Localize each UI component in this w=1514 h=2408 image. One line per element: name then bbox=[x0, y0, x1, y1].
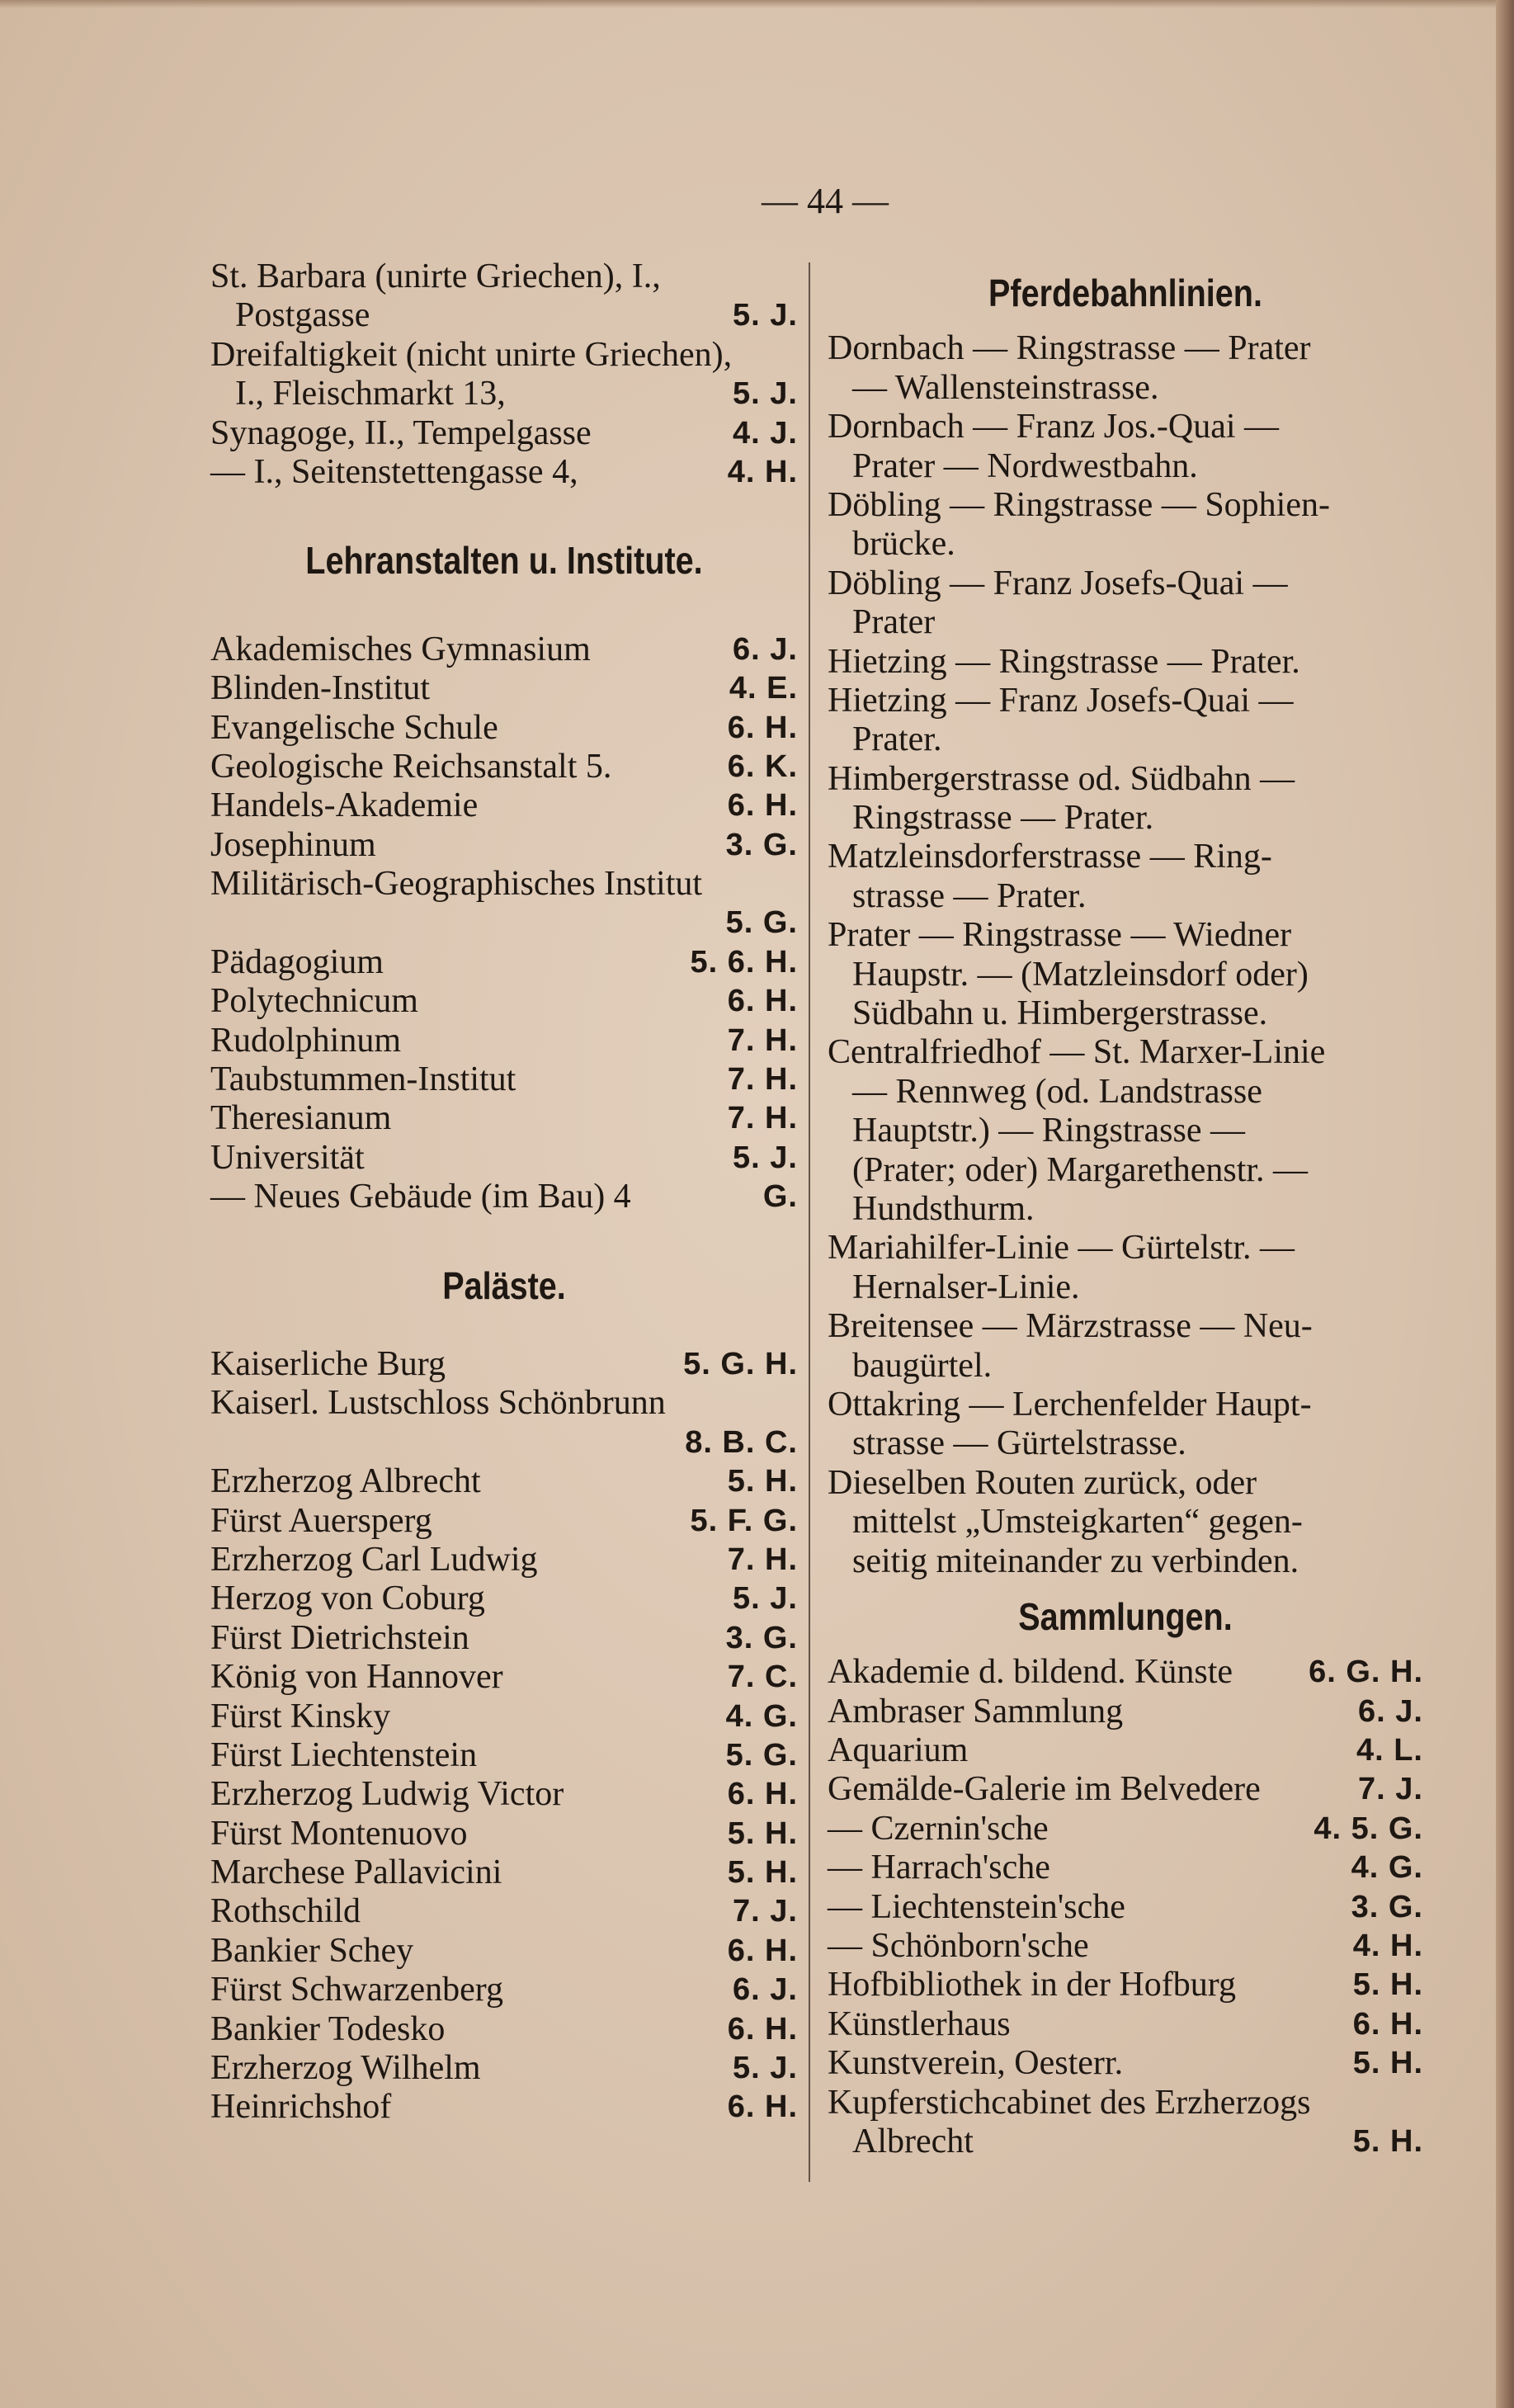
text-line: Mariahilfer-Linie — Gürtelstr. — bbox=[828, 1229, 1295, 1268]
list-item: Fürst Kinsky 4. G. bbox=[210, 1697, 798, 1735]
text-line: Prater. bbox=[852, 720, 942, 759]
text-line: Prater bbox=[852, 603, 936, 642]
text-line: Döbling — Franz Josefs-Quai — bbox=[828, 564, 1288, 602]
list-item: Rudolphinum 7. H. bbox=[210, 1021, 798, 1060]
list-item: Marchese Pallavicini 5. H. bbox=[210, 1853, 798, 1892]
list-item: — Harrach'sche 4. G. bbox=[828, 1848, 1423, 1887]
list-item: Albrecht 5. H. bbox=[852, 2122, 1423, 2160]
list-item: Fürst Schwarzenberg 6. J. bbox=[210, 1971, 798, 2009]
text-line: Haupstr. — (Matzleinsdorf oder) bbox=[852, 955, 1309, 994]
section-heading-pferdebahnlinien: Pferdebahnlinien. bbox=[988, 271, 1262, 314]
text-line: (Prater; oder) Margarethenstr. — bbox=[852, 1150, 1309, 1189]
text-line: I., Fleischmarkt 13, 5. J. bbox=[235, 375, 798, 413]
list-item: Fürst Liechtenstein 5. G. bbox=[210, 1735, 798, 1774]
list-item: Erzherzog Ludwig Victor 6. H. bbox=[210, 1775, 798, 1814]
right-column bbox=[828, 257, 1423, 2161]
text-line: seitig miteinander zu verbinden. bbox=[852, 1542, 1299, 1580]
left-column bbox=[210, 257, 798, 2166]
text-line: Dreifaltigkeit (nicht unirte Griechen), bbox=[210, 335, 733, 374]
text-line: baugürtel. bbox=[852, 1346, 993, 1385]
text-line: brücke. bbox=[852, 525, 955, 564]
text-line: Postgasse 5. J. bbox=[235, 296, 798, 335]
list-item: Erzherzog Wilhelm 5. J. bbox=[210, 2049, 798, 2088]
list-item: Akademie d. bildend. Künste 6. G. H. bbox=[828, 1653, 1423, 1692]
page-edge-top bbox=[0, 0, 1514, 8]
list-item: Kaiserliche Burg 5. G. H. bbox=[210, 1345, 798, 1384]
section-heading-palaeste: Paläste. bbox=[442, 1263, 566, 1307]
text-line: Ottakring — Lerchenfelder Haupt- bbox=[828, 1385, 1312, 1424]
list-item: — Neues Gebäude (im Bau) 4 G. bbox=[210, 1178, 798, 1216]
text-line: Hauptstr.) — Ringstrasse — bbox=[852, 1112, 1245, 1150]
palaces-list bbox=[210, 1345, 798, 2166]
text-line: Himbergerstrasse od. Südbahn — bbox=[828, 759, 1295, 798]
text-line: strasse — Gürtelstrasse. bbox=[852, 1424, 1186, 1463]
list-item: Polytechnicum 6. H. bbox=[210, 982, 798, 1021]
list-item: König von Hannover 7. C. bbox=[210, 1658, 798, 1697]
list-item: Akademisches Gymnasium 6. J. bbox=[210, 630, 798, 668]
page-edge-right bbox=[1496, 0, 1514, 2408]
text-line: mittelst „Umsteigkarten“ gegen- bbox=[852, 1503, 1303, 1542]
tram-routes bbox=[828, 329, 1423, 1581]
list-item: Josephinum 3. G. bbox=[210, 825, 798, 864]
institutes-list bbox=[210, 630, 798, 1217]
text-line: Hundsthurm. bbox=[852, 1190, 1035, 1228]
list-item: Erzherzog Carl Ludwig 7. H. bbox=[210, 1540, 798, 1579]
list-item: Fürst Auersperg 5. F. G. bbox=[210, 1501, 798, 1540]
list-item: Ambraser Sammlung 6. J. bbox=[828, 1692, 1423, 1730]
text-line: Dornbach — Franz Jos.-Quai — bbox=[828, 408, 1280, 446]
text-line: Hernalser-Linie. bbox=[852, 1268, 1080, 1306]
text-line: Döbling — Ringstrasse — Sophien- bbox=[828, 485, 1330, 524]
list-item: Kaiserl. Lustschloss Schönbrunn bbox=[210, 1384, 666, 1423]
text-line: Südbahn u. Himbergerstrasse. bbox=[852, 994, 1268, 1033]
list-item: — Schönborn'sche 4. H. bbox=[828, 1927, 1423, 1966]
list-item: Theresianum 7. H. bbox=[210, 1099, 798, 1138]
text-line: Centralfriedhof — St. Marxer-Linie bbox=[828, 1033, 1326, 1072]
page-number: — 44 — bbox=[762, 181, 889, 221]
text-line: Ringstrasse — Prater. bbox=[852, 799, 1154, 838]
text-line: Prater — Ringstrasse — Wiedner bbox=[828, 916, 1292, 955]
text-line: Breitensee — Märzstrasse — Neu- bbox=[828, 1307, 1313, 1346]
text-line: Synagoge, II., Tempelgasse 4. J. bbox=[210, 413, 798, 452]
list-item: Geologische Reichsanstalt 5. 6. K. bbox=[210, 747, 798, 786]
list-item: Heinrichshof 6. H. bbox=[210, 2088, 798, 2127]
collections-list bbox=[828, 1653, 1423, 2161]
text-line: St. Barbara (unirte Griechen), I., bbox=[210, 257, 661, 295]
list-item: — Czernin'sche 4. 5. G. bbox=[828, 1809, 1423, 1848]
list-item: Fürst Montenuovo 5. H. bbox=[210, 1814, 798, 1853]
list-item: Evangelische Schule 6. H. bbox=[210, 708, 798, 747]
text-line: — Wallensteinstrasse. bbox=[852, 368, 1159, 407]
column-divider bbox=[809, 262, 810, 2182]
text-line: — Rennweg (od. Landstrasse bbox=[852, 1072, 1262, 1111]
list-item: Pädagogium 5. 6. H. bbox=[210, 942, 798, 981]
list-item: 5. G. bbox=[725, 905, 798, 941]
text-line: Hietzing — Ringstrasse — Prater. bbox=[828, 642, 1300, 681]
list-item: Militärisch-Geographisches Institut bbox=[210, 865, 703, 904]
text-line: strasse — Prater. bbox=[852, 876, 1087, 915]
list-item: Erzherzog Albrecht 5. H. bbox=[210, 1462, 798, 1501]
list-item: Fürst Dietrichstein 3. G. bbox=[210, 1618, 798, 1657]
text-line: Dieselben Routen zurück, oder bbox=[828, 1463, 1257, 1502]
list-item: Bankier Todesko 6. H. bbox=[210, 2009, 798, 2048]
section-heading-lehranstalten: Lehranstalten u. Institute. bbox=[305, 539, 703, 583]
list-item: Universität 5. J. bbox=[210, 1138, 798, 1177]
list-item: Kupferstichcabinet des Erzherzogs bbox=[828, 2083, 1311, 2122]
list-item: Taubstummen-Institut 7. H. bbox=[210, 1060, 798, 1099]
list-item: Blinden-Institut 4. E. bbox=[210, 669, 798, 708]
list-item: — Liechtenstein'sche 3. G. bbox=[828, 1887, 1423, 1926]
churches-section bbox=[210, 257, 798, 492]
list-item: Künstlerhaus 6. H. bbox=[828, 2004, 1423, 2043]
text-line: Prater — Nordwestbahn. bbox=[852, 446, 1198, 485]
text-line: — I., Seitenstettengasse 4, 4. H. bbox=[210, 452, 798, 491]
list-item: Hofbibliothek in der Hofburg 5. H. bbox=[828, 1966, 1423, 2004]
list-item: Aquarium 4. L. bbox=[828, 1731, 1423, 1770]
list-item: Bankier Schey 6. H. bbox=[210, 1931, 798, 1970]
list-item: Handels-Akademie 6. H. bbox=[210, 786, 798, 825]
list-item bbox=[210, 2127, 798, 2166]
text-line: Hietzing — Franz Josefs-Quai — bbox=[828, 681, 1294, 720]
list-item: Kunstverein, Oesterr. 5. H. bbox=[828, 2044, 1423, 2083]
section-heading-sammlungen: Sammlungen. bbox=[1018, 1594, 1233, 1638]
list-item: Rothschild 7. J. bbox=[210, 1892, 798, 1931]
list-item: Gemälde-Galerie im Belvedere 7. J. bbox=[828, 1770, 1423, 1809]
list-item: 8. B. C. bbox=[685, 1424, 798, 1460]
text-line: Matzleinsdorferstrasse — Ring- bbox=[828, 838, 1272, 876]
list-item: Herzog von Coburg 5. J. bbox=[210, 1579, 798, 1618]
text-line: Dornbach — Ringstrasse — Prater bbox=[828, 329, 1311, 368]
